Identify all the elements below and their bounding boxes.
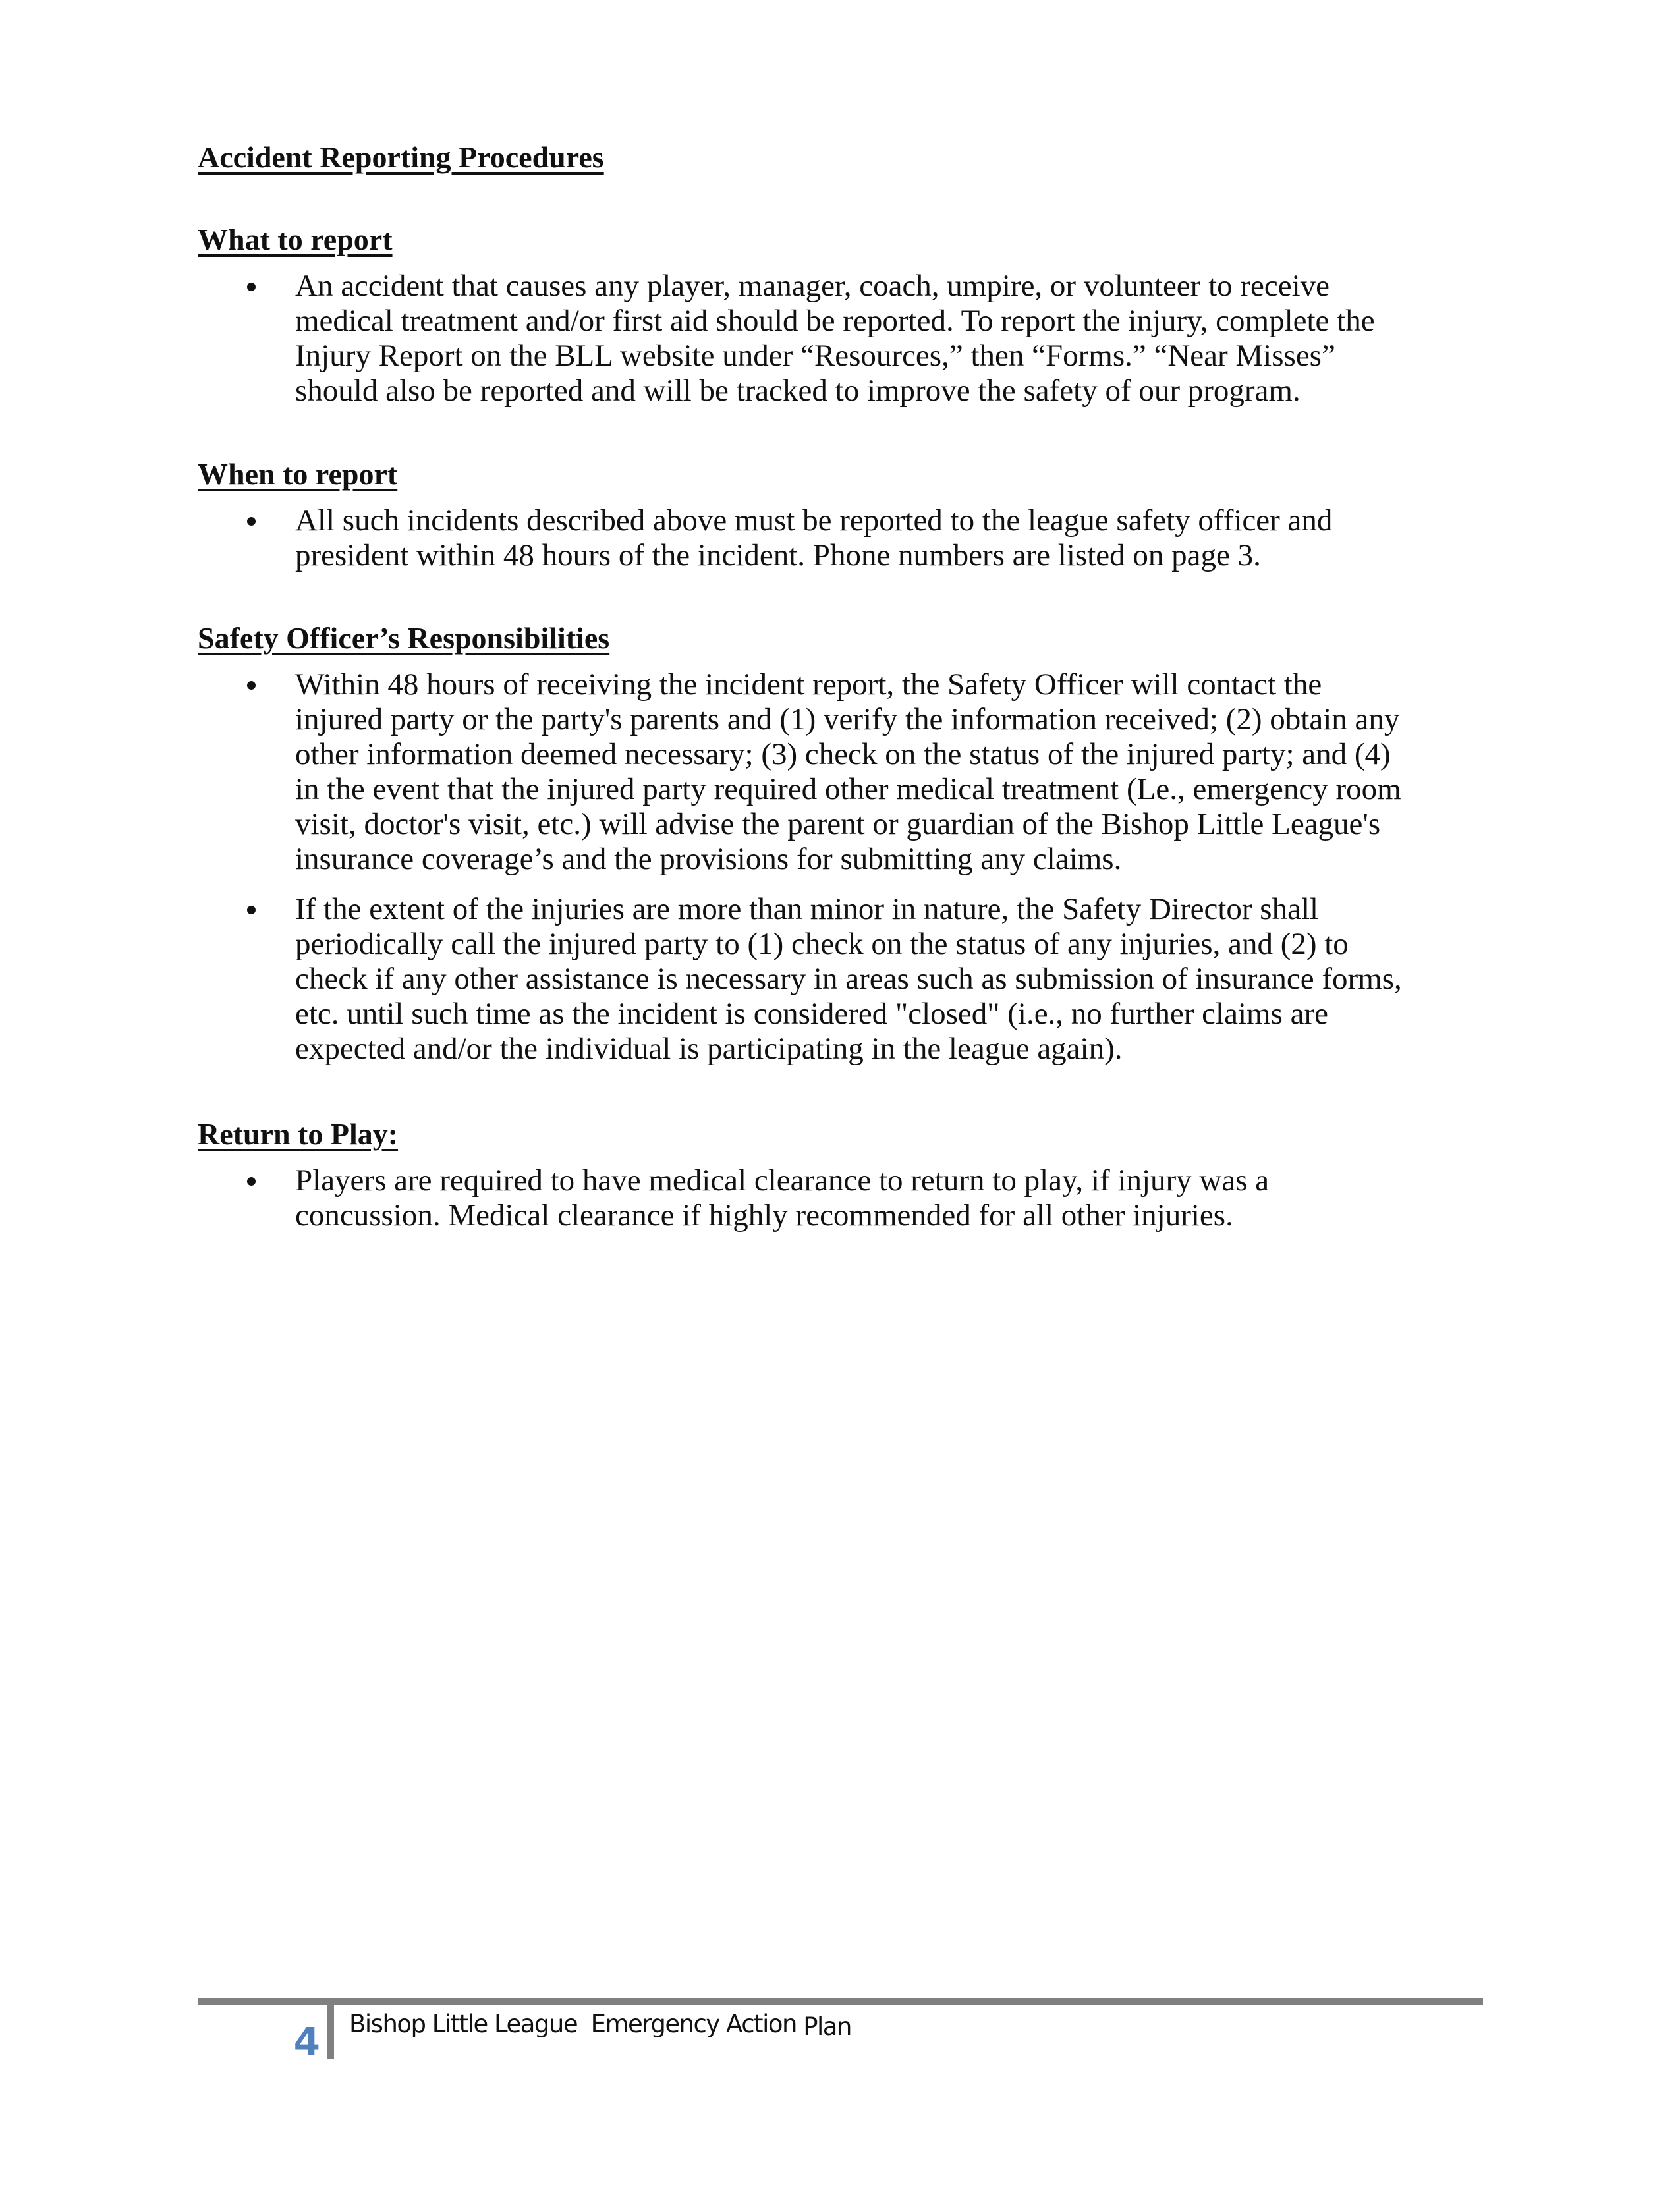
- bullet-text: [295, 503, 1332, 573]
- section-heading-safety-officer-responsibilities: Safety Officer’s Responsibilities: [198, 621, 610, 655]
- text-line: other information deemed necessary; (3) check on the status of the injured party; and (4): [295, 737, 1391, 771]
- text-line: visit, doctor's visit, etc.) will advise the parent or guardian of the Bishop Little League's: [295, 807, 1381, 841]
- bullet-icon: [247, 681, 256, 690]
- footer-divider: [198, 1998, 1483, 2005]
- bullet-text: [295, 269, 1375, 408]
- bullet-text: [295, 1163, 1269, 1233]
- text-line: in the event that the injured party required other medical treatment (Le., emergency room: [295, 772, 1401, 806]
- bullet-icon: [247, 1177, 256, 1186]
- text-line: All such incidents described above must be reported to the league safety officer and: [295, 503, 1333, 538]
- text-line: etc. until such time as the incident is considered "closed" (i.e., no further claims are: [295, 997, 1328, 1031]
- bullet-text: [295, 667, 1401, 877]
- text-line: periodically call the injured party to (1) check on the status of any injuries, and (2) to: [295, 927, 1349, 961]
- text-line: expected and/or the individual is participating in the league again).: [295, 1032, 1123, 1066]
- bullet-icon: [247, 517, 256, 526]
- footer-title-main: Bishop Little League Emergency Action: [349, 2010, 804, 2038]
- bullet-icon: [247, 283, 256, 291]
- text-line: Within 48 hours of receiving the incident report, the Safety Officer will contact the: [295, 667, 1322, 702]
- text-line: Players are required to have medical clearance to return to play, if injury was a: [295, 1163, 1270, 1198]
- text-line: Injury Report on the BLL website under “Resources,” then “Forms.” “Near Misses”: [295, 339, 1335, 373]
- bullet-icon: [247, 906, 256, 914]
- text-line: check if any other assistance is necessary in areas such as submission of insurance forms,: [295, 962, 1402, 996]
- page-number: 4: [293, 2019, 320, 2064]
- text-line: If the extent of the injuries are more than minor in nature, the Safety Director shall: [295, 892, 1319, 926]
- footer-vertical-divider: [327, 2005, 334, 2059]
- section-heading-return-to-play: Return to Play:: [198, 1117, 399, 1151]
- section-heading-when-to-report: When to report: [198, 457, 398, 491]
- section-heading-what-to-report: What to report: [198, 223, 393, 256]
- footer-document-title: [349, 2009, 851, 2039]
- text-line: should also be reported and will be tracked to improve the safety of our program.: [295, 374, 1301, 408]
- footer-title-end: Plan: [803, 2012, 851, 2041]
- text-line: medical treatment and/or first aid should be reported. To report the injury, complete the: [295, 304, 1375, 338]
- text-line: insurance coverage’s and the provisions for submitting any claims.: [295, 842, 1122, 876]
- text-line: injured party or the party's parents and (1) verify the information received; (2) obtain any: [295, 702, 1400, 736]
- text-line: concussion. Medical clearance if highly recommended for all other injuries.: [295, 1198, 1233, 1233]
- page-title: Accident Reporting Procedures: [198, 140, 604, 174]
- text-line: An accident that causes any player, manager, coach, umpire, or volunteer to receive: [295, 269, 1330, 303]
- bullet-text: [295, 892, 1402, 1067]
- text-line: president within 48 hours of the incident. Phone numbers are listed on page 3.: [295, 538, 1261, 572]
